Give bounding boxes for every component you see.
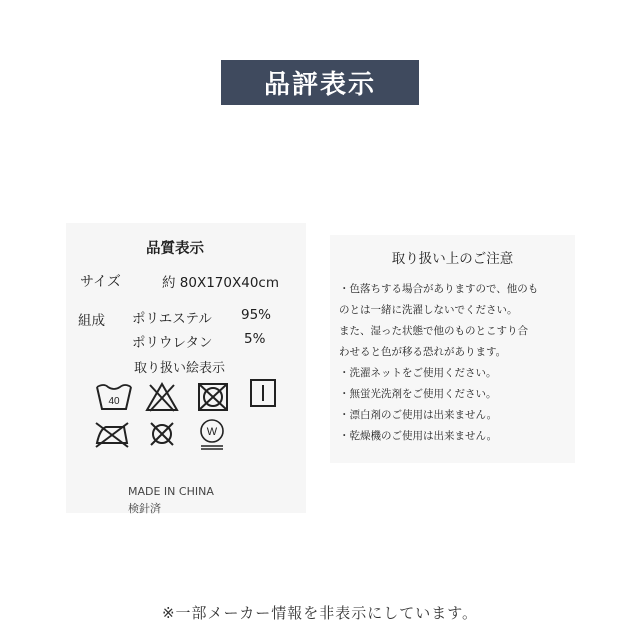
notice-line-5: ・洗濯ネットをご使用ください。 bbox=[339, 367, 497, 379]
size-value: 約 80X170X40cm bbox=[162, 275, 279, 291]
no-bleach-icon bbox=[144, 381, 180, 413]
care-heading: 取り扱い絵表示 bbox=[134, 361, 226, 376]
material-name-1: ポリエステル bbox=[132, 311, 212, 327]
notice-line-2: のとは一緒に洗濯しないでください。 bbox=[339, 304, 518, 316]
material-percent-2: 5% bbox=[244, 331, 266, 347]
quality-heading: 品質表示 bbox=[146, 241, 204, 257]
notice-line-4: わせると色が移る恐れがあります。 bbox=[339, 346, 507, 358]
wash-temp: 40 bbox=[108, 396, 120, 407]
notice-line-3: また、湿った状態で他のものとこすり合 bbox=[339, 325, 528, 337]
line-dry-icon bbox=[248, 377, 278, 409]
care-symbols bbox=[90, 381, 290, 451]
page-title: 品評表示 bbox=[263, 70, 376, 100]
no-dry-clean-icon bbox=[146, 419, 178, 449]
notice-line-6: ・無蛍光洗剤をご使用ください。 bbox=[339, 388, 497, 400]
composition-label: 組成 bbox=[78, 313, 105, 329]
notice-line-8: ・乾燥機のご使用は出来ません。 bbox=[339, 430, 498, 442]
wet-clean-mark: W bbox=[206, 426, 218, 438]
care-notice-heading: 取り扱い上のご注意 bbox=[391, 251, 514, 267]
notice-line-1: ・色落ちする場合がありますので、他のも bbox=[339, 283, 539, 295]
origin-text: MADE IN CHINA bbox=[128, 485, 214, 498]
size-label: サイズ bbox=[80, 274, 121, 290]
inspected-text: 検針済 bbox=[128, 502, 161, 515]
care-notice-tag bbox=[330, 235, 575, 463]
notice-line-7: ・漂白剤のご使用は出来ません。 bbox=[339, 409, 498, 421]
wash-40-icon bbox=[94, 381, 134, 413]
no-iron-icon bbox=[92, 419, 132, 449]
page-title-banner bbox=[221, 60, 419, 105]
material-percent-1: 95% bbox=[241, 307, 272, 323]
no-tumble-dry-icon bbox=[196, 381, 230, 413]
quality-label-tag bbox=[66, 223, 306, 513]
wet-clean-icon bbox=[196, 417, 228, 453]
material-name-2: ポリウレタン bbox=[132, 335, 213, 351]
footer-note: ※一部メーカー情報を非表示にしています。 bbox=[161, 604, 479, 622]
